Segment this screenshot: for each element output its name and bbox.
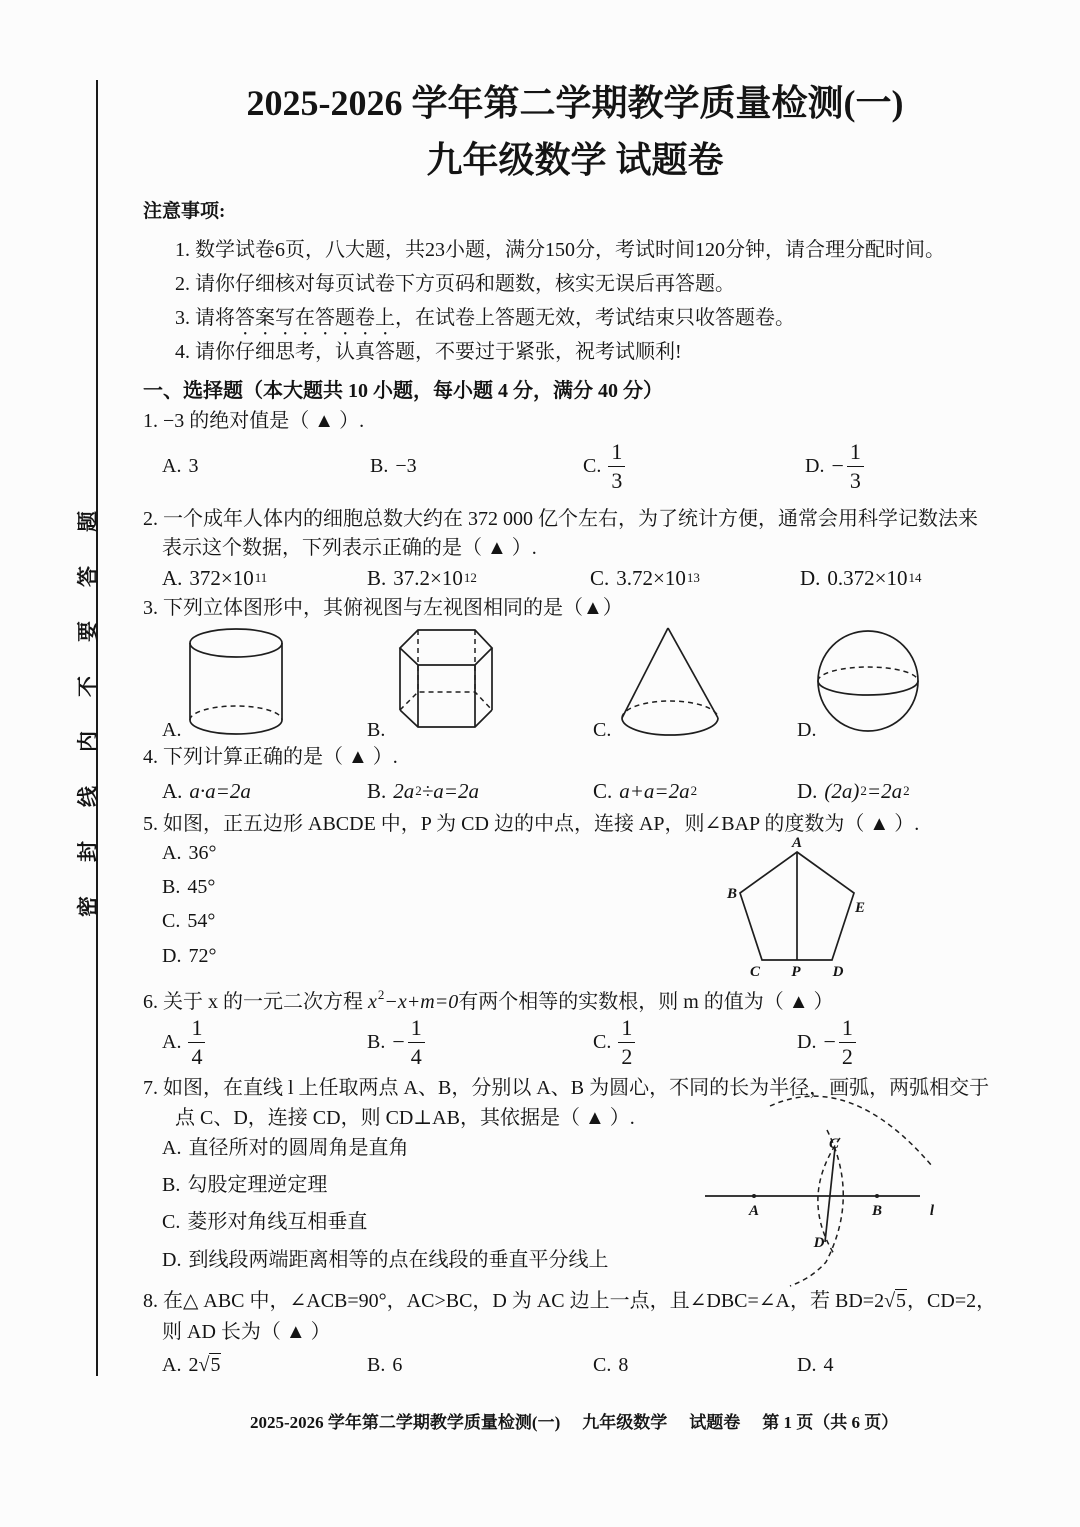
q3-option-d-label: D.: [797, 719, 817, 741]
vertex-label-b: B: [726, 886, 737, 902]
fraction-numerator: 1: [618, 1017, 635, 1043]
vertex-label-e: E: [854, 900, 866, 916]
option-label: B.: [367, 566, 387, 590]
option-rest: ÷a=2a: [421, 779, 479, 803]
option-label: D.: [797, 779, 818, 803]
sphere-figure: [812, 626, 924, 738]
cone-base-hidden-arc: [622, 701, 718, 718]
fraction-numerator: 1: [847, 441, 864, 467]
option-label: C.: [593, 779, 613, 803]
radical-sign: √: [198, 1354, 210, 1376]
section-heading: 一、选择题（本大题共 10 小题，每小题 4 分，满分 40 分）: [143, 380, 663, 402]
notice-item-1: 1. 数学试卷6页，八大题，共23小题，满分150分，考试时间120分钟，请合理分配时间。: [175, 239, 945, 261]
option-label: B.: [370, 455, 389, 477]
q4-option-c: [593, 777, 697, 805]
point-label-b: B: [871, 1203, 883, 1219]
option-value: 勾股定理逆定理: [187, 1174, 328, 1196]
exam-title: 2025-2026 学年第二学期教学质量检测(一): [246, 83, 904, 123]
fraction-numerator: 1: [188, 1017, 205, 1043]
q4-stem: 4. 下列计算正确的是（ ▲ ）.: [143, 746, 398, 768]
q8-option-a: [162, 1351, 221, 1379]
fraction: [618, 1014, 635, 1069]
option-label: A.: [162, 1354, 182, 1376]
fraction-denominator: 4: [410, 1043, 422, 1069]
radicand: 5: [210, 1354, 221, 1376]
option-label: A.: [162, 455, 182, 477]
option-value: 36°: [188, 842, 217, 864]
vertex-label-c: C: [749, 964, 761, 980]
q6-stem-suffix: 有两个相等的实数根，则 m 的值为（ ▲ ）: [458, 991, 834, 1013]
q7-option-b: [162, 1171, 327, 1199]
fraction: [608, 438, 625, 493]
option-label: A.: [162, 779, 183, 803]
q6-option-a: [162, 1015, 205, 1069]
fraction-numerator: 1: [408, 1017, 425, 1043]
option-expression: a·a=2a: [189, 779, 251, 803]
notice-heading: 注意事项:: [143, 201, 226, 222]
option-base: 372×10: [189, 566, 254, 590]
option-exponent: 11: [254, 570, 268, 585]
cone-right-slant: [668, 628, 718, 718]
minus-sign: −: [823, 1029, 836, 1054]
option-label: D.: [797, 1031, 817, 1053]
page-footer: [250, 1411, 920, 1435]
point-label-c: C: [828, 1136, 840, 1152]
point-b: [875, 1194, 879, 1198]
option-mid: =2a: [866, 779, 903, 803]
option-value: 到线段两端距离相等的点在线段的垂直平分线上: [188, 1249, 609, 1271]
option-exponent: 13: [686, 570, 700, 585]
q8-stem-suffix: ，CD=2，: [907, 1290, 997, 1312]
option-label: A.: [162, 842, 182, 864]
option-label: D.: [162, 945, 182, 967]
option-label: B.: [367, 779, 387, 803]
q7-option-d: [162, 1246, 608, 1274]
q6-equation-rest: −x+m=0: [384, 991, 459, 1013]
option-value: −3: [395, 455, 417, 477]
minus-sign: −: [392, 1029, 405, 1054]
option-label: D.: [162, 1249, 182, 1271]
q6-option-c: [593, 1015, 635, 1069]
q4-option-d: [797, 777, 910, 805]
perpendicular-bisector-figure: [700, 1090, 950, 1295]
footer-paper-type: 试题卷: [689, 1413, 741, 1432]
sphere-equator-front: [818, 681, 918, 695]
q5-option-b: [162, 873, 215, 901]
q1-option-a: [162, 439, 198, 493]
option-value: 4: [823, 1354, 834, 1376]
option-label: A.: [162, 1137, 182, 1159]
option-label: D.: [797, 1354, 817, 1376]
option-label: C.: [162, 1211, 181, 1233]
option-base: 2a: [393, 779, 415, 803]
cone-figure: [616, 622, 726, 744]
q3-option-b-label: B.: [367, 719, 386, 741]
notice-item-3-suffix: ，在试卷上答题无效，考试结束只收答题卷。: [395, 307, 795, 329]
fraction: [188, 1014, 205, 1069]
point-label-p: P: [791, 964, 801, 980]
q6-equation-base: x: [368, 991, 377, 1013]
radicand: 5: [896, 1290, 907, 1312]
option-label: C.: [162, 910, 181, 932]
fraction: [408, 1014, 425, 1069]
fraction-numerator: 1: [608, 441, 625, 467]
notice-item-3-emphasis: 答案写在答题卷上: [235, 307, 395, 329]
q8-stem-line1: [143, 1287, 996, 1315]
option-value: 72°: [188, 945, 217, 967]
pentagon-figure: [720, 830, 870, 980]
option-label: C.: [593, 1031, 612, 1053]
radical-sign: √: [884, 1290, 896, 1312]
construction-arc-top: [770, 1096, 932, 1166]
option-value: 8: [618, 1354, 629, 1376]
option-label: B.: [367, 1031, 386, 1053]
q3-option-a-label: A.: [162, 719, 182, 741]
vertex-label-a: A: [791, 835, 803, 851]
fraction: [839, 1014, 856, 1069]
option-label: A.: [162, 566, 183, 590]
option-label: C.: [590, 566, 610, 590]
cylinder-top-ellipse: [190, 629, 282, 657]
option-label: C.: [583, 455, 602, 477]
option-label: C.: [593, 1354, 612, 1376]
option-base: (2a): [824, 779, 860, 803]
point-label-d: D: [813, 1235, 825, 1251]
q3-option-c-label: C.: [593, 719, 612, 741]
option-value: 54°: [187, 910, 216, 932]
q2-option-c: [590, 564, 700, 592]
q3-stem: 3. 下列立体图形中，其俯视图与左视图相同的是（▲）: [143, 597, 623, 619]
line-label-l: l: [929, 1203, 935, 1219]
prism-top-face: [400, 630, 492, 665]
option-exponent: 2: [415, 783, 422, 798]
q2-option-d: [800, 564, 922, 592]
minus-sign: −: [831, 453, 844, 478]
q8-option-c: [593, 1351, 628, 1379]
radical-coefficient: 2: [188, 1354, 199, 1376]
option-label: B.: [162, 1174, 181, 1196]
option-value: 菱形对角线互相垂直: [187, 1211, 368, 1233]
option-base: 37.2×10: [393, 566, 463, 590]
option-value: 3: [188, 455, 199, 477]
q1-option-b: [370, 439, 417, 493]
q6-equation-exponent: 2: [377, 987, 385, 1002]
q8-option-b: [367, 1351, 402, 1379]
q7-option-a: [162, 1134, 408, 1162]
q2-stem-line1: 2. 一个成年人体内的细胞总数大约在 372 000 亿个左右，为了统计方便，通常会用科学记数法来: [143, 508, 978, 530]
q2-option-a: [162, 564, 267, 592]
cone-left-slant: [622, 628, 668, 718]
option-value: 6: [392, 1354, 403, 1376]
vertex-label-d: D: [832, 964, 844, 980]
exam-subtitle: 九年级数学 试题卷: [426, 140, 724, 180]
fraction-denominator: 2: [841, 1043, 853, 1069]
q8-option-d: [797, 1351, 833, 1379]
q2-option-b: [367, 564, 477, 592]
q1-stem: 1. −3 的绝对值是（ ▲ ）.: [143, 410, 365, 432]
fraction-denominator: 3: [849, 467, 861, 493]
cylinder-bottom-front-arc: [190, 720, 282, 734]
option-label: B.: [162, 876, 181, 898]
prism-bottom-front-edges: [400, 710, 492, 727]
option-base: 0.372×10: [827, 566, 908, 590]
notice-item-3: [175, 304, 795, 340]
q8-stem-prefix: 8. 在△ ABC 中，∠ACB=90°，AC>BC，D 为 AC 边上一点，且∠DBC=∠A，若 BD=: [143, 1290, 875, 1312]
option-exponent: 2: [690, 783, 698, 798]
option-base: 3.72×10: [616, 566, 686, 590]
point-a: [752, 1194, 756, 1198]
point-label-a: A: [748, 1203, 760, 1219]
fraction-denominator: 4: [191, 1043, 203, 1069]
option-exponent: 2: [860, 783, 867, 798]
option-base: a+a=2a: [619, 779, 690, 803]
q7-option-c: [162, 1208, 367, 1236]
q5-option-c: [162, 907, 215, 935]
option-label: A.: [162, 1031, 182, 1053]
fraction-denominator: 2: [621, 1043, 633, 1069]
q2-stem-line2: 表示这个数据，下列表示正确的是（ ▲ ）.: [162, 537, 537, 559]
q8-stem-line2: 则 AD 长为（ ▲ ）: [162, 1321, 331, 1343]
footer-page-number: 第 1 页（共 6 页）: [762, 1413, 899, 1432]
option-exponent: 12: [463, 570, 477, 585]
q6-option-b: [367, 1015, 425, 1069]
q4-option-a: [162, 777, 251, 805]
sphere-outline: [818, 631, 918, 731]
option-exponent: 2: [903, 783, 910, 798]
footer-exam-name: 2025-2026 学年第二学期教学质量检测(一): [250, 1413, 561, 1432]
q5-option-a: [162, 839, 216, 867]
option-label: D.: [800, 566, 821, 590]
notice-item-3-prefix: 3. 请将: [175, 307, 235, 329]
fraction: [847, 438, 864, 493]
option-value: 45°: [187, 876, 216, 898]
q6-option-d: [797, 1015, 856, 1069]
notice-item-4: 4. 请你仔细思考，认真答题，不要过于紧张，祝考试顺利!: [175, 341, 682, 363]
cone-base-front-arc: [622, 718, 718, 735]
cylinder-figure: [185, 622, 289, 742]
option-exponent: 14: [908, 570, 922, 585]
hexagonal-prism-figure: [394, 624, 498, 736]
q1-option-d: [805, 439, 864, 493]
q1-option-c: [583, 439, 625, 493]
prism-bottom-hidden-edges: [400, 692, 492, 710]
q7-stem-line1: 7. 如图，在直线 l 上任取两点 A、B，分别以 A、B 为圆心，不同的长为半径，画弧，两弧相交于: [143, 1077, 990, 1099]
option-value: 直径所对的圆周角是直角: [188, 1137, 409, 1159]
q5-stem: 5. 如图，正五边形 ABCDE 中，P 为 CD 边的中点，连接 AP，则∠BAP 的度数为（ ▲ ）.: [143, 813, 920, 835]
fraction-denominator: 3: [611, 467, 623, 493]
q5-option-d: [162, 942, 216, 970]
option-label: B.: [367, 1354, 386, 1376]
sphere-equator-hidden: [818, 667, 918, 681]
q7-stem-line2: 点 C、D，连接 CD，则 CD⊥AB，其依据是（ ▲ ）.: [175, 1107, 635, 1129]
q6-stem-prefix: 6. 关于 x 的一元二次方程: [143, 991, 368, 1013]
cylinder-bottom-hidden-arc: [190, 706, 282, 720]
radical-coefficient: 2: [874, 1290, 885, 1312]
q6-stem: [143, 981, 834, 1016]
option-label: D.: [805, 455, 825, 477]
footer-subject: 九年级数学: [582, 1413, 668, 1432]
notice-item-2: 2. 请你仔细核对每页试卷下方页码和题数，核实无误后再答题。: [175, 273, 735, 295]
seal-line-notice: 密封线内不要答题: [76, 477, 100, 917]
fraction-numerator: 1: [839, 1017, 856, 1043]
q4-option-b: [367, 777, 479, 805]
